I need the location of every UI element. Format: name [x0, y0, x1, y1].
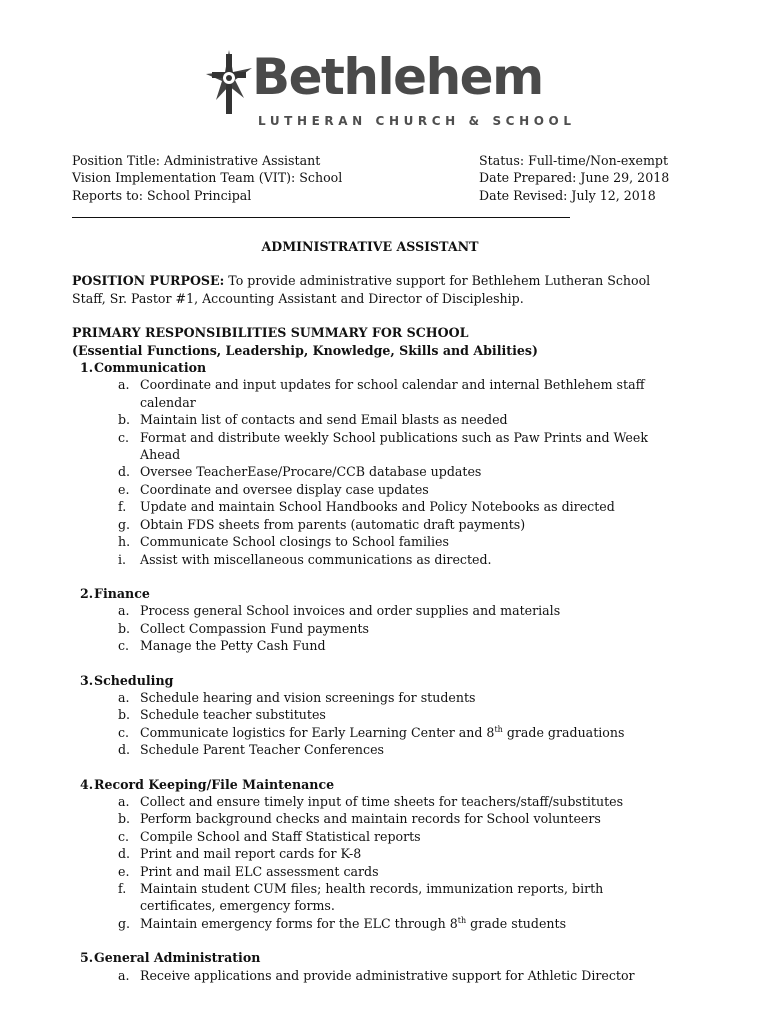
- reports-to: Reports to: School Principal: [72, 187, 252, 203]
- section-number: 4.: [80, 776, 94, 792]
- list-item: [72, 551, 672, 568]
- section-heading: [72, 949, 672, 966]
- purpose-text: To provide administrative support for Bethlehem Lutheran School Staff, Sr. Pastor #1, Accounting Assistant and Director of Discipleship.: [72, 273, 651, 306]
- section-number: 2.: [80, 585, 94, 601]
- list-item: [72, 828, 672, 845]
- position-purpose: [72, 272, 672, 307]
- item-letter: d.: [118, 846, 131, 862]
- item-letter: b.: [118, 811, 131, 827]
- item-text: Print and mail report cards for K-8: [140, 846, 362, 862]
- section-1: [72, 359, 672, 568]
- item-text: Update and maintain School Handbooks and Policy Notebooks as directed: [140, 499, 615, 515]
- item-text: Print and mail ELC assessment cards: [140, 863, 379, 879]
- cross-star-logo-icon: [204, 48, 254, 116]
- summary-heading: PRIMARY RESPONSIBILITIES SUMMARY FOR SCHOOL: [72, 325, 469, 341]
- section-title: General Administration: [94, 950, 261, 966]
- item-text: Format and distribute weekly School publications such as Paw Prints and Week Ahead: [140, 429, 648, 463]
- date-revised: Date Revised: July 12, 2018: [479, 187, 656, 203]
- section-2: [72, 585, 672, 655]
- list-item: [72, 516, 672, 533]
- section-number: 1.: [80, 360, 94, 376]
- section-heading: [72, 359, 672, 376]
- document-title: ADMINISTRATIVE ASSISTANT: [261, 239, 479, 254]
- list-item: [72, 689, 672, 706]
- item-letter: e.: [118, 481, 130, 497]
- list-item: [72, 411, 672, 428]
- item-text: Obtain FDS sheets from parents (automatic draft payments): [140, 516, 526, 532]
- section-title: Communication: [94, 360, 207, 376]
- item-text-continued: grade students: [466, 915, 567, 931]
- item-superscript: th: [494, 724, 503, 734]
- section-4: [72, 776, 672, 933]
- item-text: Schedule Parent Teacher Conferences: [140, 742, 384, 758]
- item-letter: a.: [118, 603, 130, 619]
- item-letter: b.: [118, 412, 131, 428]
- summary-subheading: (Essential Functions, Leadership, Knowledge, Skills and Abilities): [72, 342, 538, 358]
- header-left: [72, 152, 342, 204]
- item-letter: i.: [118, 551, 127, 567]
- list-item: [72, 602, 672, 619]
- list-item: [72, 637, 672, 654]
- item-letter: g.: [118, 516, 131, 532]
- item-letter: f.: [118, 499, 127, 515]
- header-divider: [72, 217, 570, 218]
- item-letter: a.: [118, 967, 130, 983]
- section-title: Scheduling: [94, 672, 174, 688]
- section-title: Finance: [94, 585, 150, 601]
- item-letter: e.: [118, 863, 130, 879]
- list-item: [72, 376, 672, 411]
- list-item: [72, 706, 672, 723]
- item-letter: b.: [118, 620, 131, 636]
- item-letter: g.: [118, 915, 131, 931]
- item-superscript: th: [457, 915, 467, 925]
- section-heading: [72, 585, 672, 602]
- item-text: Maintain list of contacts and send Email blasts as needed: [140, 412, 508, 428]
- item-letter: a.: [118, 689, 130, 705]
- item-text: Coordinate and input updates for school calendar and internal Bethlehem staff calendar: [140, 377, 645, 410]
- list-item: [72, 793, 672, 810]
- item-text: Receive applications and provide administrative support for Athletic Director: [140, 967, 635, 983]
- item-text: Oversee TeacherEase/Procare/CCB database updates: [140, 464, 482, 480]
- list-item: [72, 481, 672, 498]
- list-item: [72, 741, 672, 758]
- item-letter: c.: [118, 828, 130, 844]
- list-item: [72, 498, 672, 515]
- date-prepared: Date Prepared: June 29, 2018: [479, 170, 670, 186]
- item-letter: c.: [118, 638, 130, 654]
- vit-team: Vision Implementation Team (VIT): School: [72, 170, 343, 186]
- list-item: [72, 620, 672, 637]
- item-letter: f.: [118, 881, 127, 896]
- item-text: Collect Compassion Fund payments: [140, 620, 369, 636]
- list-item: [72, 967, 672, 984]
- responsibility-sections: [72, 359, 672, 984]
- item-text: Coordinate and oversee display case updates: [140, 481, 429, 497]
- section-title: Record Keeping/File Maintenance: [94, 776, 335, 792]
- item-letter: d.: [118, 742, 131, 758]
- item-text: Collect and ensure timely input of time sheets for teachers/staff/substitutes: [140, 793, 624, 809]
- item-text: Perform background checks and maintain records for School volunteers: [140, 811, 601, 827]
- section-5: [72, 949, 672, 984]
- section-heading: [72, 672, 672, 689]
- item-text: Process general School invoices and order supplies and materials: [140, 603, 561, 619]
- status: Status: Full-time/Non-exempt: [479, 153, 669, 168]
- item-text-continued: grade graduations: [502, 724, 625, 740]
- list-item: [72, 845, 672, 862]
- item-text: Schedule hearing and vision screenings for students: [140, 689, 476, 705]
- item-letter: b.: [118, 707, 131, 723]
- item-text: Assist with miscellaneous communications as directed.: [140, 551, 492, 567]
- section-3: [72, 672, 672, 759]
- item-letter: d.: [118, 464, 131, 480]
- list-item: [72, 463, 672, 480]
- list-item: [72, 880, 672, 915]
- purpose-label: POSITION PURPOSE:: [72, 273, 225, 289]
- item-text: Schedule teacher substitutes: [140, 707, 326, 723]
- item-letter: a.: [118, 377, 130, 393]
- section-number: 5.: [80, 950, 94, 966]
- list-item: [72, 429, 672, 464]
- item-letter: h.: [118, 534, 131, 550]
- item-letter: c.: [118, 429, 130, 445]
- list-item: [72, 533, 672, 550]
- item-text: Communicate School closings to School families: [140, 534, 449, 550]
- item-letter: c.: [118, 724, 130, 740]
- logo-name: Bethlehem: [252, 48, 543, 106]
- item-letter: a.: [118, 793, 130, 809]
- list-item: [72, 915, 672, 932]
- list-item: [72, 724, 672, 741]
- item-text: Maintain student CUM files; health records, immunization reports, birth certificates, emergency forms.: [140, 881, 604, 914]
- list-item: [72, 863, 672, 880]
- church-logo: [200, 44, 576, 134]
- document-body: [72, 238, 672, 984]
- item-text: Compile School and Staff Statistical reports: [140, 828, 421, 844]
- position-title: Position Title: Administrative Assistant: [72, 153, 321, 168]
- item-text: Maintain emergency forms for the ELC through 8: [140, 915, 458, 931]
- item-text: Manage the Petty Cash Fund: [140, 638, 326, 654]
- section-number: 3.: [80, 672, 94, 688]
- logo-subtitle: LUTHERAN CHURCH & SCHOOL: [258, 114, 576, 128]
- header-right: [479, 152, 669, 204]
- list-item: [72, 810, 672, 827]
- section-heading: [72, 776, 672, 793]
- item-text: Communicate logistics for Early Learning Center and 8: [140, 724, 495, 740]
